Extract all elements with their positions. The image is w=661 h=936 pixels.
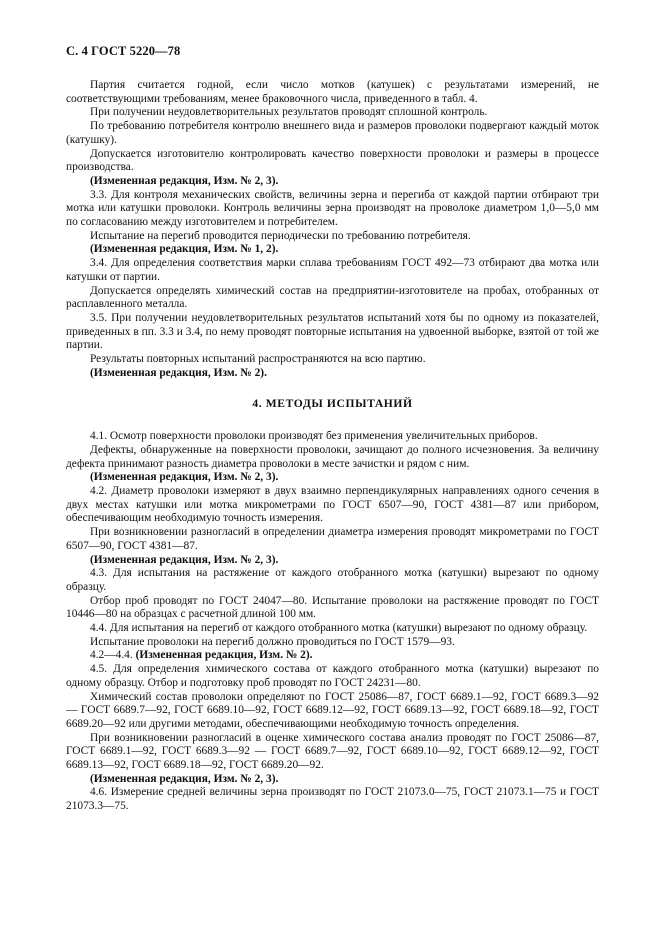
paragraph-text: При возникновении разногласий в определении диаметра измерения проводят микрометрами по ГОСТ 6507—90, ГОСТ 4381—87. bbox=[66, 526, 599, 552]
amendment-note: (Измененная редакция, Изм. № 2). bbox=[135, 649, 313, 662]
paragraph-text: Испытание проволоки на перегиб должно проводиться по ГОСТ 1579—93. bbox=[90, 635, 455, 648]
paragraph bbox=[66, 732, 599, 773]
paragraph bbox=[66, 663, 599, 690]
amendment-note bbox=[66, 175, 599, 189]
paragraph bbox=[66, 189, 599, 230]
paragraph-text: 4.1. Осмотр поверхности проволоки производят без применения увеличительных приборов. bbox=[90, 430, 538, 443]
paragraph-text: (Измененная редакция, Изм. № 2). bbox=[90, 366, 267, 379]
paragraph bbox=[66, 485, 599, 526]
paragraph bbox=[66, 526, 599, 553]
paragraph bbox=[66, 444, 599, 471]
paragraph bbox=[66, 148, 599, 175]
amendment-note bbox=[66, 367, 599, 381]
paragraph-text: Испытание на перегиб проводится периодически по требованию потребителя. bbox=[90, 229, 471, 242]
paragraph-text: 4.2. Диаметр проволоки измеряют в двух взаимно перпендикулярных направлениях одного сечения в двух местах катушки или мотка микрометрами по ГОСТ 6507—90, ГОСТ 4381—87 или прибором, обеспечивающим необходимую точность измерения. bbox=[66, 484, 599, 525]
amendment-note bbox=[66, 554, 599, 568]
paragraph bbox=[66, 257, 599, 284]
paragraph-text: 3.4. Для определения соответствия марки сплава требованиям ГОСТ 492—73 отбирают два мотка или катушки от партии. bbox=[66, 257, 599, 283]
paragraph-text: (Измененная редакция, Изм. № 2, 3). bbox=[90, 174, 279, 187]
paragraph bbox=[66, 79, 599, 106]
paragraph-text: При получении неудовлетворительных результатов проводят сплошной контроль. bbox=[90, 106, 488, 119]
paragraph-text: (Измененная редакция, Изм. № 2, 3). bbox=[90, 553, 279, 566]
paragraph-text: По требованию потребителя контролю внешнего вида и размеров проволоки подвергают каждый моток (катушку). bbox=[66, 120, 599, 146]
paragraph-text: 3.5. При получении неудовлетворительных результатов испытаний хотя бы по одному из показателей, приведенных в пп. 3.3 и 3.4, по нему проводят повторные испытания на удвоенной выборке, взятой от той же партии. bbox=[66, 311, 599, 352]
paragraph bbox=[66, 285, 599, 312]
paragraph-text: Отбор проб проводят по ГОСТ 24047—80. Испытание проволоки на растяжение проводят по ГОСТ 10446—80 на образцах с расчетной длиной 100 мм. bbox=[66, 594, 599, 621]
paragraph-text: Дефекты, обнаруженные на поверхности проволоки, зачищают до полного исчезновения. За величину дефекта принимают разность диаметра проволоки в месте зачистки и рядом с ним. bbox=[66, 443, 599, 470]
paragraph bbox=[66, 312, 599, 353]
amendment-note bbox=[66, 471, 599, 485]
page-header: С. 4 ГОСТ 5220—78 bbox=[66, 44, 181, 58]
paragraph-text: (Измененная редакция, Изм. № 1, 2). bbox=[90, 243, 279, 256]
paragraph-text: Допускается изготовителю контролировать качество поверхности проволоки и размеры в процессе производства. bbox=[66, 147, 599, 174]
paragraph bbox=[66, 691, 599, 732]
paragraph-text: (Измененная редакция, Изм. № 2, 3). bbox=[90, 471, 279, 484]
paragraph bbox=[66, 567, 599, 594]
paragraph bbox=[66, 120, 599, 147]
amendment-note bbox=[66, 773, 599, 787]
paragraph-text: 4.4. Для испытания на перегиб от каждого отобранного мотка (катушки) вырезают по одному образцу. bbox=[90, 622, 588, 635]
amendment-note bbox=[66, 243, 599, 257]
paragraph-text: 4.3. Для испытания на растяжение от каждого отобранного мотка (катушки) вырезают по одному образцу. bbox=[66, 567, 599, 593]
paragraph-text: 4.2—4.4. bbox=[90, 649, 133, 662]
paragraph bbox=[66, 230, 599, 244]
paragraph-text: При возникновении разногласий в оценке химического состава анализ проводят по ГОСТ 25086—87, ГОСТ 6689.1—92, ГОСТ 6689.3—92 — ГОСТ 6689.7—92, ГОСТ 6689.10—92, ГОСТ 6689.12—92, ГОСТ 6689.13—92, ГОСТ 6689.18—92, ГОСТ 6689.20—92. bbox=[66, 731, 599, 772]
paragraph bbox=[66, 595, 599, 622]
section-3-text bbox=[66, 79, 599, 380]
paragraph-text: Химический состав проволоки определяют по ГОСТ 25086—87, ГОСТ 6689.1—92, ГОСТ 6689.3—92 — ГОСТ 6689.7—92, ГОСТ 6689.10—92, ГОСТ 6689.12—92, ГОСТ 6689.13—92, ГОСТ 6689.18—92, ГОСТ 6689.20—92 или другими методами, обеспечивающими необходимую точность определения. bbox=[66, 690, 599, 730]
paragraph bbox=[66, 786, 599, 813]
paragraph bbox=[66, 636, 599, 650]
paragraph-text: 4.5. Для определения химического состава от каждого отобранного мотка (катушки) вырезают по одному образцу. Отбор и подготовку проб проводят по ГОСТ 24231—80. bbox=[66, 663, 599, 689]
section-4-text bbox=[66, 430, 599, 814]
paragraph-text: 3.3. Для контроля механических свойств, величины зерна и перегиба от каждой партии отбирают три мотка или катушки проволоки. Контроль величины зерна производят на проволоке диаметром 1,0—5,0 мм по согласованию между изготовителем и потребителем. bbox=[66, 188, 599, 229]
section-heading: 4. МЕТОДЫ ИСПЫТАНИЙ bbox=[252, 397, 413, 411]
paragraph-text: 4.6. Измерение средней величины зерна производят по ГОСТ 21073.0—75, ГОСТ 21073.1—75 и ГОСТ 21073.3—75. bbox=[66, 786, 599, 813]
paragraph bbox=[66, 106, 599, 120]
paragraph bbox=[66, 430, 599, 444]
paragraph-text: Допускается определять химический состав на предприятии-изготовителе на пробах, отобранных от расплавленного металла. bbox=[66, 284, 599, 311]
paragraph-text: (Измененная редакция, Изм. № 2, 3). bbox=[90, 772, 279, 785]
paragraph bbox=[66, 622, 599, 636]
paragraph-text: Результаты повторных испытаний распространяются на всю партию. bbox=[90, 353, 426, 366]
paragraph-text: Партия считается годной, если число мотков (катушек) с результатами измерений, не соответствующими требованиям, менее браковочного числа, приведенного в табл. 4. bbox=[66, 79, 599, 105]
paragraph bbox=[66, 353, 599, 367]
document-body bbox=[66, 79, 599, 814]
paragraph bbox=[66, 649, 599, 663]
